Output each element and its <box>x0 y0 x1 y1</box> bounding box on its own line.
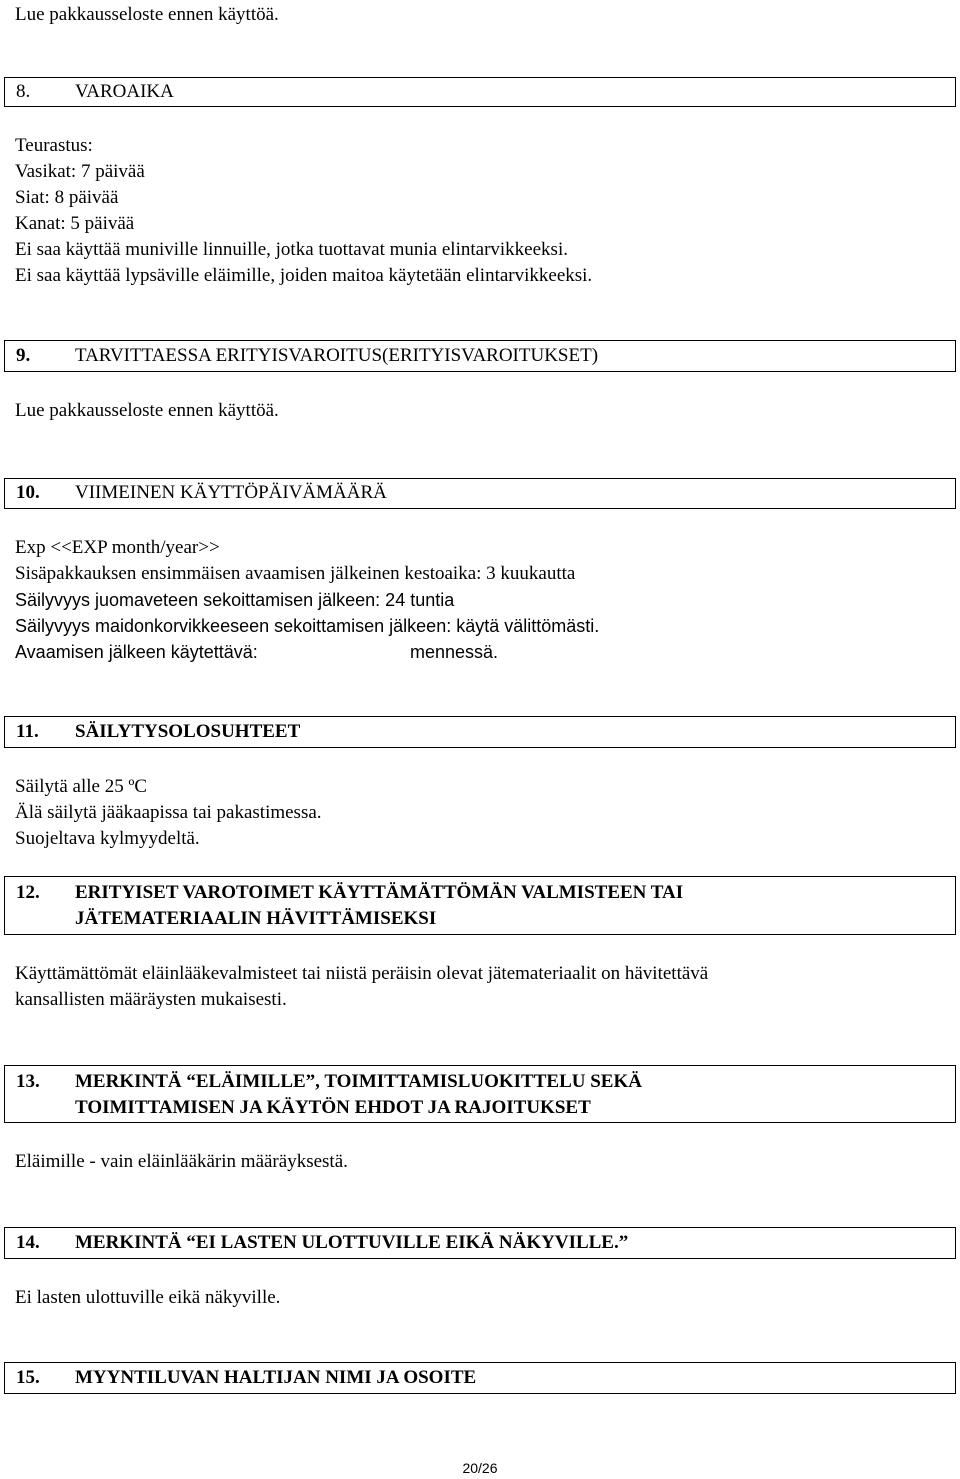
section-10-header <box>4 478 956 509</box>
section-13-title-line-2: TOIMITTAMISEN JA KÄYTÖN EHDOT JA RAJOITUKSET <box>75 1097 591 1118</box>
section-14-title: MERKINTÄ “EI LASTEN ULOTTUVILLE EIKÄ NÄKYVILLE.” <box>75 1232 629 1253</box>
sec9-text: Lue pakkausseloste ennen käyttöä. <box>15 400 279 421</box>
sec12-text-line-2: kansallisten määräysten mukaisesti. <box>15 989 287 1010</box>
section-8-header <box>4 77 956 107</box>
sec8-line-6: Ei saa käyttää lypsäville eläimille, joiden maitoa käytetään elintarvikkeeksi. <box>15 265 593 286</box>
section-9-header <box>4 340 956 372</box>
sec11-line-3: Suojeltava kylmyydeltä. <box>15 828 200 849</box>
section-11-number: 11. <box>16 721 39 742</box>
intro-text: Lue pakkausseloste ennen käyttöä. <box>15 4 279 25</box>
section-11-title: SÄILYTYSOLOSUHTEET <box>75 721 301 742</box>
section-15-header <box>4 1362 956 1394</box>
sec11-line-2: Älä säilytä jääkaapissa tai pakastimessa. <box>15 802 322 823</box>
sec12-text-line-1: Käyttämättömät eläinlääkevalmisteet tai niistä peräisin olevat jätemateriaalit on hävitettävä <box>15 963 709 984</box>
sec13-text: Eläimille - vain eläinlääkärin määräyksestä. <box>15 1151 348 1172</box>
sec10-sans-line-2: Säilyvyys maidonkorvikkeeseen sekoittamisen jälkeen: käytä välittömästi. <box>15 616 600 636</box>
section-11-header <box>4 716 956 748</box>
sec8-line-5: Ei saa käyttää muniville linnuille, jotka tuottavat munia elintarvikkeeksi. <box>15 239 568 260</box>
section-10-number: 10. <box>16 482 40 503</box>
section-12-title-line-2: JÄTEMATERIAALIN HÄVITTÄMISEKSI <box>75 908 437 929</box>
section-15-title: MYYNTILUVAN HALTIJAN NIMI JA OSOITE <box>75 1367 477 1388</box>
section-12-header <box>4 876 956 935</box>
sec8-line-3: Siat: 8 päivää <box>15 187 119 208</box>
sec11-line-1: Säilytä alle 25 ºC <box>15 776 148 797</box>
sec8-line-4: Kanat: 5 päivää <box>15 213 135 234</box>
section-15-number: 15. <box>16 1367 40 1388</box>
section-9-title: TARVITTAESSA ERITYISVAROITUS(ERITYISVAROITUKSET) <box>75 345 599 366</box>
section-14-number: 14. <box>16 1232 40 1253</box>
sec10-sans-line-1: Säilyvyys juomaveteen sekoittamisen jälkeen: 24 tuntia <box>15 590 455 610</box>
section-10-title: VIIMEINEN KÄYTTÖPÄIVÄMÄÄRÄ <box>75 482 387 503</box>
page-number: 20/26 <box>462 1460 498 1476</box>
sec10-open-label: Avaamisen jälkeen käytettävä: <box>15 642 258 662</box>
sec14-text: Ei lasten ulottuville eikä näkyville. <box>15 1287 281 1308</box>
sec8-line-1: Teurastus: <box>15 135 93 156</box>
section-13-number: 13. <box>16 1071 40 1092</box>
section-8-number: 8. <box>16 81 31 102</box>
section-8-title: VAROAIKA <box>75 81 174 102</box>
sec10-line-2: Sisäpakkauksen ensimmäisen avaamisen jälkeinen kestoaika: 3 kuukautta <box>15 563 576 584</box>
section-13-header <box>4 1065 956 1123</box>
sec8-line-2: Vasikat: 7 päivää <box>15 161 145 182</box>
sec10-line-1: Exp <<EXP month/year>> <box>15 537 220 558</box>
section-9-number: 9. <box>16 345 31 366</box>
section-12-title-line-1: ERITYISET VAROTOIMET KÄYTTÄMÄTTÖMÄN VALMISTEEN TAI <box>75 882 684 903</box>
section-12-number: 12. <box>16 882 40 903</box>
sec10-open-suffix: mennessä. <box>410 642 499 662</box>
section-13-title-line-1: MERKINTÄ “ELÄIMILLE”, TOIMITTAMISLUOKITTELU SEKÄ <box>75 1071 642 1092</box>
section-14-header <box>4 1227 956 1259</box>
